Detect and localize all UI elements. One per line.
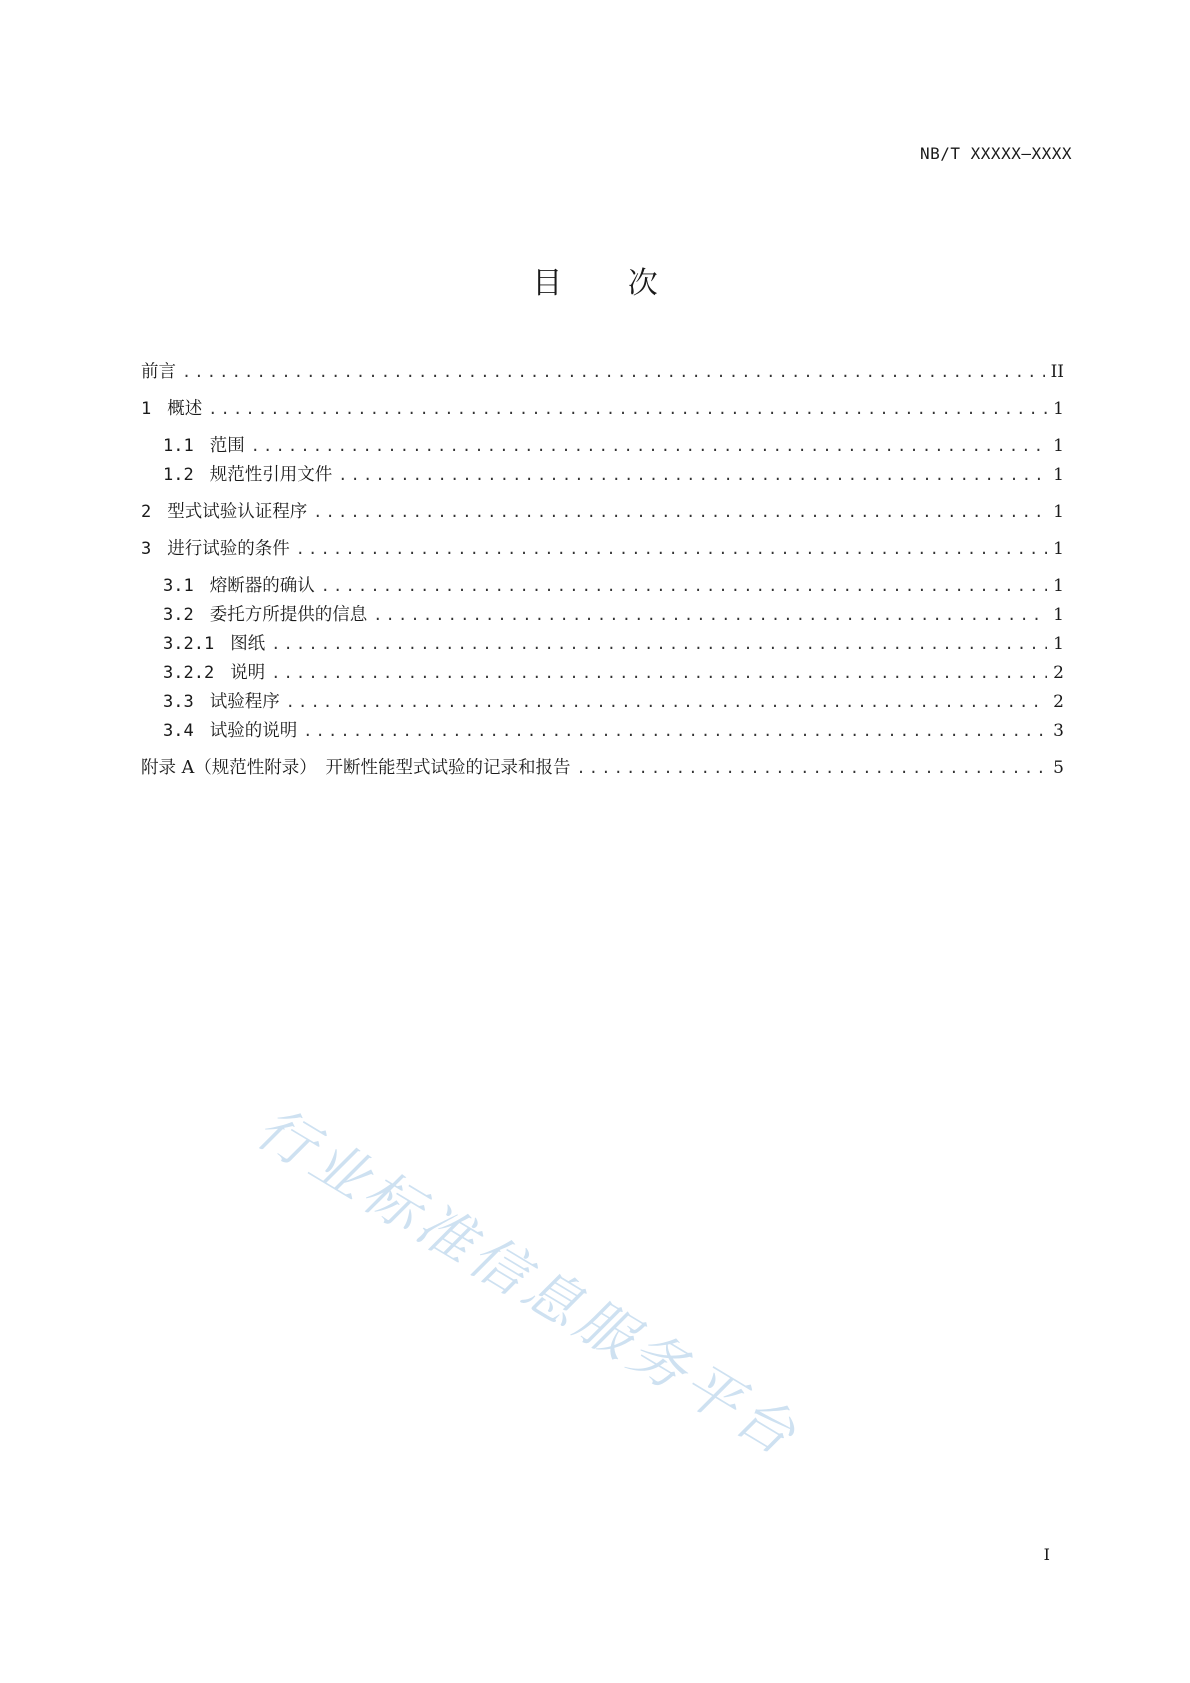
- toc-leader-dots: [303, 719, 1047, 743]
- toc-entry-page: 1: [1053, 634, 1064, 654]
- toc-leader-dots: [271, 632, 1047, 656]
- toc-entry-page: 1: [1053, 465, 1064, 485]
- toc-entry-title: 说明: [230, 663, 266, 683]
- toc-entry-title: 试验程序: [209, 692, 280, 712]
- toc-entry-title: 委托方所提供的信息: [209, 605, 368, 625]
- toc-entry-page: 1: [1053, 436, 1064, 456]
- toc-entry-number: 1: [141, 399, 152, 419]
- watermark: 行业标准信息服务平台: [245, 1095, 811, 1471]
- toc-entry-title: 附录 A（规范性附录） 开断性能型式试验的记录和报告: [141, 758, 571, 778]
- page-number: I: [1043, 1545, 1050, 1564]
- toc-entry-page: 1: [1053, 399, 1064, 419]
- toc-entry-title: 进行试验的条件: [167, 539, 290, 559]
- toc-entry-page: 1: [1053, 539, 1064, 559]
- toc-entry-title: 试验的说明: [209, 721, 298, 741]
- toc-leader-dots: [286, 690, 1047, 714]
- toc-entry-page: 5: [1053, 758, 1064, 778]
- toc-entry-3-3[interactable]: [163, 690, 1064, 714]
- toc-entry-number: 1.2: [163, 465, 194, 485]
- toc-entry-title: 型式试验认证程序: [167, 502, 308, 522]
- toc-leader-dots: [182, 360, 1045, 384]
- toc-entry-number: 2: [141, 502, 152, 522]
- toc-entry-1-1[interactable]: [163, 434, 1064, 458]
- toc-leader-dots: [271, 661, 1047, 685]
- toc-leader-dots: [373, 603, 1047, 627]
- toc-entry-3-2-2[interactable]: [163, 661, 1064, 685]
- toc-entry-number: 3.2.2: [163, 663, 215, 683]
- toc-entry-page: II: [1050, 362, 1064, 382]
- toc-entry-title: 范围: [209, 436, 245, 456]
- toc-leader-dots: [338, 463, 1047, 487]
- toc-entry-title: 前言: [141, 362, 176, 382]
- toc-leader-dots: [313, 500, 1047, 524]
- toc-entry-page: 1: [1053, 605, 1064, 625]
- toc-entry-3-2-1[interactable]: [163, 632, 1064, 656]
- toc-entry-number: 3.3: [163, 692, 194, 712]
- toc-entry-3-2[interactable]: [163, 603, 1064, 627]
- toc-leader-dots: [321, 574, 1047, 598]
- toc-entry-number: 3: [141, 539, 152, 559]
- toc-entry-1[interactable]: [141, 397, 1064, 421]
- toc-entry-2[interactable]: [141, 500, 1064, 524]
- toc-leader-dots: [251, 434, 1047, 458]
- toc-entry-1-2[interactable]: [163, 463, 1064, 487]
- toc-entry-number: 1.1: [163, 436, 194, 456]
- toc-entry-page: 2: [1053, 692, 1064, 712]
- toc-entry-page: 1: [1053, 502, 1064, 522]
- toc-entry-title: 图纸: [230, 634, 266, 654]
- toc-entry-number: 3.1: [163, 576, 194, 596]
- toc-leader-dots: [208, 397, 1047, 421]
- toc-entry-foreword[interactable]: [141, 360, 1064, 384]
- toc-entry-3-4[interactable]: [163, 719, 1064, 743]
- toc-entry-title: 规范性引用文件: [209, 465, 333, 485]
- toc-leader-dots: [296, 537, 1047, 561]
- toc-entry-page: 2: [1053, 663, 1064, 683]
- toc-entry-number: 3.4: [163, 721, 194, 741]
- toc-entry-number: 3.2.1: [163, 634, 215, 654]
- toc-entry-3[interactable]: [141, 537, 1064, 561]
- toc-entry-page: 1: [1053, 576, 1064, 596]
- toc-entry-number: 3.2: [163, 605, 194, 625]
- toc-entry-3-1[interactable]: [163, 574, 1064, 598]
- toc-entry-page: 3: [1053, 721, 1064, 741]
- standard-code: NB/T XXXXX—XXXX: [920, 144, 1072, 163]
- page-title: 目 次: [532, 266, 686, 301]
- toc-entry-appendix-a[interactable]: [141, 756, 1064, 780]
- toc-leader-dots: [576, 756, 1047, 780]
- toc-entry-title: 概述: [167, 399, 203, 419]
- toc-entry-title: 熔断器的确认: [209, 576, 315, 596]
